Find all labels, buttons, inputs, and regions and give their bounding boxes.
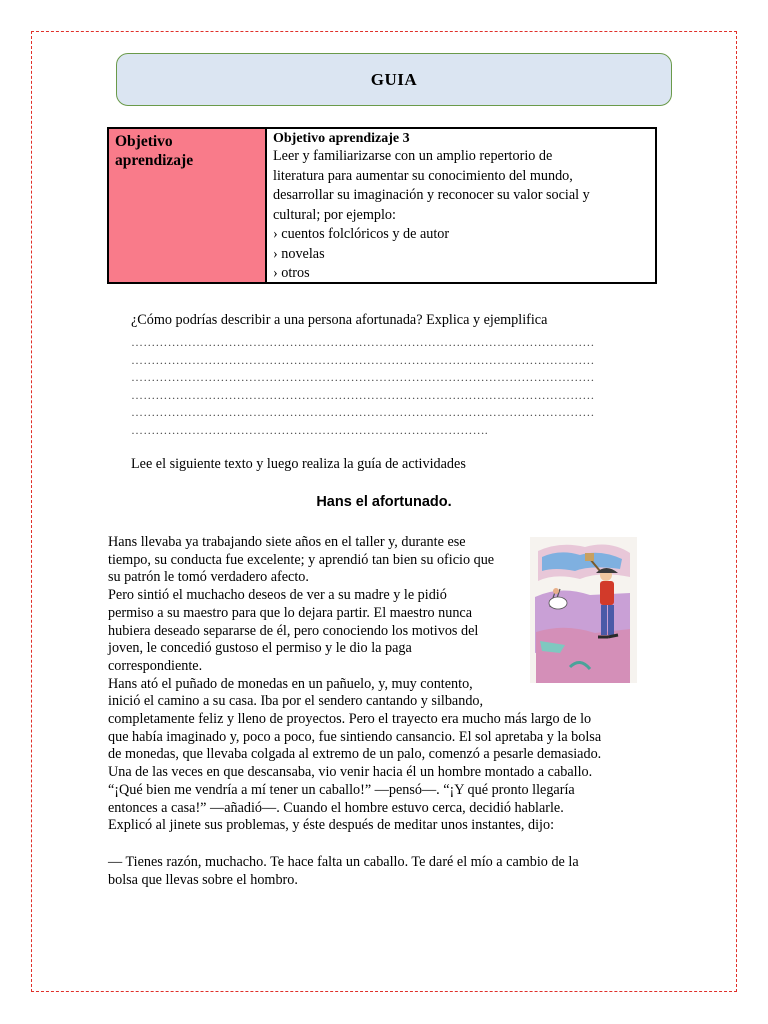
story-line: Explicó al jinete sus problemas, y éste después de meditar unos instantes, dijo:	[108, 817, 555, 834]
story-line: bolsa que llevas sobre el hombro.	[108, 871, 298, 888]
objective-table	[107, 127, 657, 284]
objective-label-cell	[109, 129, 267, 282]
story-line: Pero sintió el muchacho deseos de ver a su madre y le pidió	[108, 587, 447, 604]
story-line: Una de las veces en que descansaba, vio venir hacia él un hombre montado a caballo.	[108, 764, 593, 781]
objective-text-line: literatura para aumentar su conocimiento del mundo,	[273, 167, 573, 184]
story-line: — Tienes razón, muchacho. Te hace falta un caballo. Te daré el mío a cambio de la	[108, 854, 579, 870]
story-line: correspondiente.	[108, 657, 203, 674]
story-line: que había imaginado y, poco a poco, fue sintiendo cansancio. El sol apretaba y la bolsa	[108, 728, 602, 745]
story-line: Hans ató el puñado de monedas en un pañuelo, y, muy contento,	[108, 675, 473, 692]
story-line: Hans llevaba ya trabajando siete años en el taller y, durante ese	[108, 534, 466, 550]
objective-heading: Objetivo aprendizaje 3	[273, 131, 410, 146]
objective-list-item: › otros	[273, 265, 310, 281]
objective-list-item: › cuentos folclóricos y de autor	[273, 226, 450, 242]
objective-list-item: › novelas	[273, 245, 325, 262]
answer-dot-line[interactable]: ……………………………………………………………………………………………………	[131, 370, 595, 385]
story-line: completamente feliz y lleno de proyectos. Pero el trayecto era mucho más largo de lo	[108, 711, 592, 728]
story-line: permiso a su maestro para que lo dejara partir. El maestro nunca	[108, 604, 473, 621]
instruction-text: Lee el siguiente texto y luego realiza la guía de actividades	[131, 456, 466, 472]
story-line: tiempo, su conducta fue excelente; y aprendió tan bien su oficio que	[108, 551, 495, 568]
answer-dot-line[interactable]: ……………………………………………………………………………………………………	[131, 387, 595, 402]
page-title: GUIA	[370, 69, 418, 89]
objective-label-line2: aprendizaje	[115, 152, 194, 169]
objective-label-line1: Objetivo	[115, 133, 173, 150]
story-line: entonces a casa!” —añadió—. Cuando el hombre estuvo cerca, decidió hablarle.	[108, 799, 564, 816]
story-line: inició el camino a su casa. Iba por el sendero cantando y silbando,	[108, 693, 484, 710]
answer-dot-line[interactable]: …………………………………………………………………………….	[131, 422, 488, 437]
story-line: su patrón le tomó verdadero afecto.	[108, 569, 309, 586]
answer-lines[interactable]	[131, 334, 631, 440]
story-line: de monedas, que llevaba colgada al extremo de un palo, comenzó a pesarle demasiado.	[108, 746, 602, 763]
objective-text-line: Leer y familiarizarse con un amplio repertorio de	[273, 148, 553, 164]
story-line: hubiera deseado separarse de él, pero conociendo los motivos del	[108, 622, 479, 639]
story-line: joven, le concedió gustoso el permiso y le dio la paga	[108, 640, 412, 657]
answer-dot-line[interactable]: ……………………………………………………………………………………………………	[131, 405, 595, 420]
story-title: Hans el afortunado.	[316, 494, 452, 510]
story-paragraph-2	[108, 854, 579, 889]
story-line: “¡Qué bien me vendría a mí tener un caballo!” —pensó—. “¡Y qué pronto llegaría	[108, 781, 575, 798]
question-text: ¿Cómo podrías describir a una persona afortunada? Explica y ejemplifica	[131, 312, 548, 328]
title-banner	[116, 53, 672, 106]
objective-text-line: desarrollar su imaginación y reconocer su valor social y	[273, 187, 590, 203]
story-paragraph-1	[108, 534, 601, 835]
answer-dot-line[interactable]: ……………………………………………………………………………………………………	[131, 335, 595, 349]
objective-content-cell	[267, 129, 655, 282]
objective-text-line: cultural; por ejemplo:	[273, 206, 396, 223]
answer-dot-line[interactable]: ……………………………………………………………………………………………………	[131, 352, 595, 367]
